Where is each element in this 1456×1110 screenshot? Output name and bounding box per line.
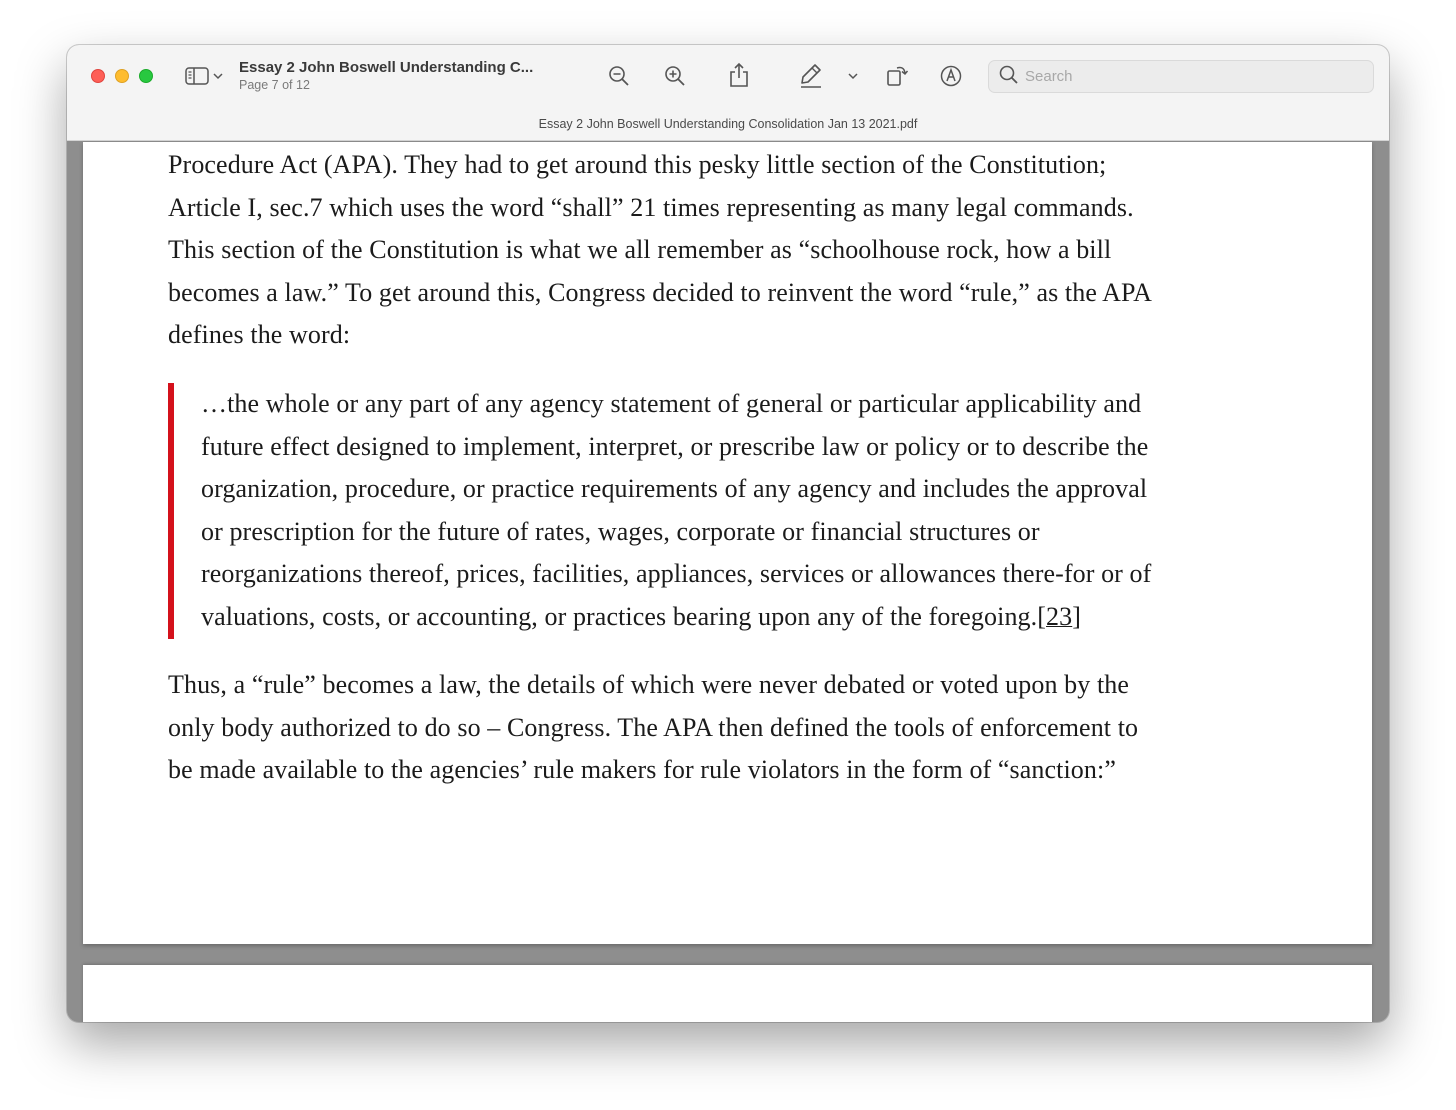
minimize-window-button[interactable] <box>115 69 129 83</box>
title-block <box>239 59 569 92</box>
zoom-out-icon[interactable] <box>607 64 631 88</box>
quote-line: organization, procedure, or practice requirements of any agency and includes the approval <box>201 474 1148 504</box>
quote-line: valuations, costs, or accounting, or practices bearing upon any of the foregoing. <box>201 601 1038 631</box>
text-line: only body authorized to do so – Congress. The APA then defined the tools of enforcement to <box>168 712 1139 742</box>
footnote-link[interactable]: 23 <box>1046 601 1073 631</box>
intro-paragraph <box>168 144 1298 357</box>
text-line: becomes a law.” To get around this, Congress decided to reinvent the word “rule,” as the APA <box>168 277 1153 307</box>
pdf-page <box>83 142 1372 944</box>
text-line: Procedure Act (APA). They had to get around this pesky little section of the Constitution; <box>168 150 1107 179</box>
chevron-down-icon[interactable] <box>211 70 225 82</box>
search-icon <box>999 65 1018 89</box>
share-icon[interactable] <box>728 61 750 89</box>
zoom-in-icon[interactable] <box>663 64 687 88</box>
text-line: This section of the Constitution is what we all remember as “schoolhouse rock, how a bill <box>168 235 1112 265</box>
next-pdf-page <box>83 965 1372 1022</box>
quote-line: reorganizations thereof, prices, facilities, appliances, services or allowances there-for or of <box>201 559 1152 589</box>
quote-line: or prescription for the future of rates, wages, corporate or financial structures or <box>201 516 1040 546</box>
chevron-down-icon[interactable] <box>846 70 860 82</box>
quote-line: future effect designed to implement, interpret, or prescribe law or policy or to describe the <box>201 431 1149 461</box>
quote-line-last: valuations, costs, or accounting, or practices bearing upon any of the foregoing.[23] <box>201 601 1081 631</box>
search-input[interactable] <box>1025 68 1345 85</box>
fullscreen-window-button[interactable] <box>139 69 153 83</box>
search-field[interactable] <box>988 60 1374 93</box>
text-line: be made available to the agencies’ rule makers for rule violators in the form of “sanction:” <box>168 755 1116 785</box>
text-line: defines the word: <box>168 320 351 350</box>
text-line: Thus, a “rule” becomes a law, the details of which were never debated or voted upon by the <box>168 670 1130 699</box>
close-window-button[interactable] <box>91 69 105 83</box>
rotate-icon[interactable] <box>884 62 910 88</box>
highlight-pen-icon[interactable] <box>799 62 823 88</box>
quote-line: …the whole or any part of any agency statement of general or particular applicability and <box>201 389 1142 418</box>
sidebar-toggle-icon[interactable] <box>184 64 210 88</box>
markup-icon[interactable] <box>939 64 963 88</box>
conclusion-paragraph <box>168 664 1298 792</box>
text-line: Article I, sec.7 which uses the word “shall” 21 times representing as many legal commands. <box>168 192 1134 222</box>
toolbar <box>67 45 1389 141</box>
quote-bar <box>168 383 174 639</box>
block-quote <box>168 383 1308 639</box>
page-indicator: Page 7 of 12 <box>239 78 310 92</box>
window-filename: Essay 2 John Boswell Understanding Consolidation Jan 13 2021.pdf <box>538 117 918 131</box>
document-title: Essay 2 John Boswell Understanding C... <box>239 59 534 76</box>
quote-text <box>201 383 1301 639</box>
preview-window <box>67 45 1389 1022</box>
